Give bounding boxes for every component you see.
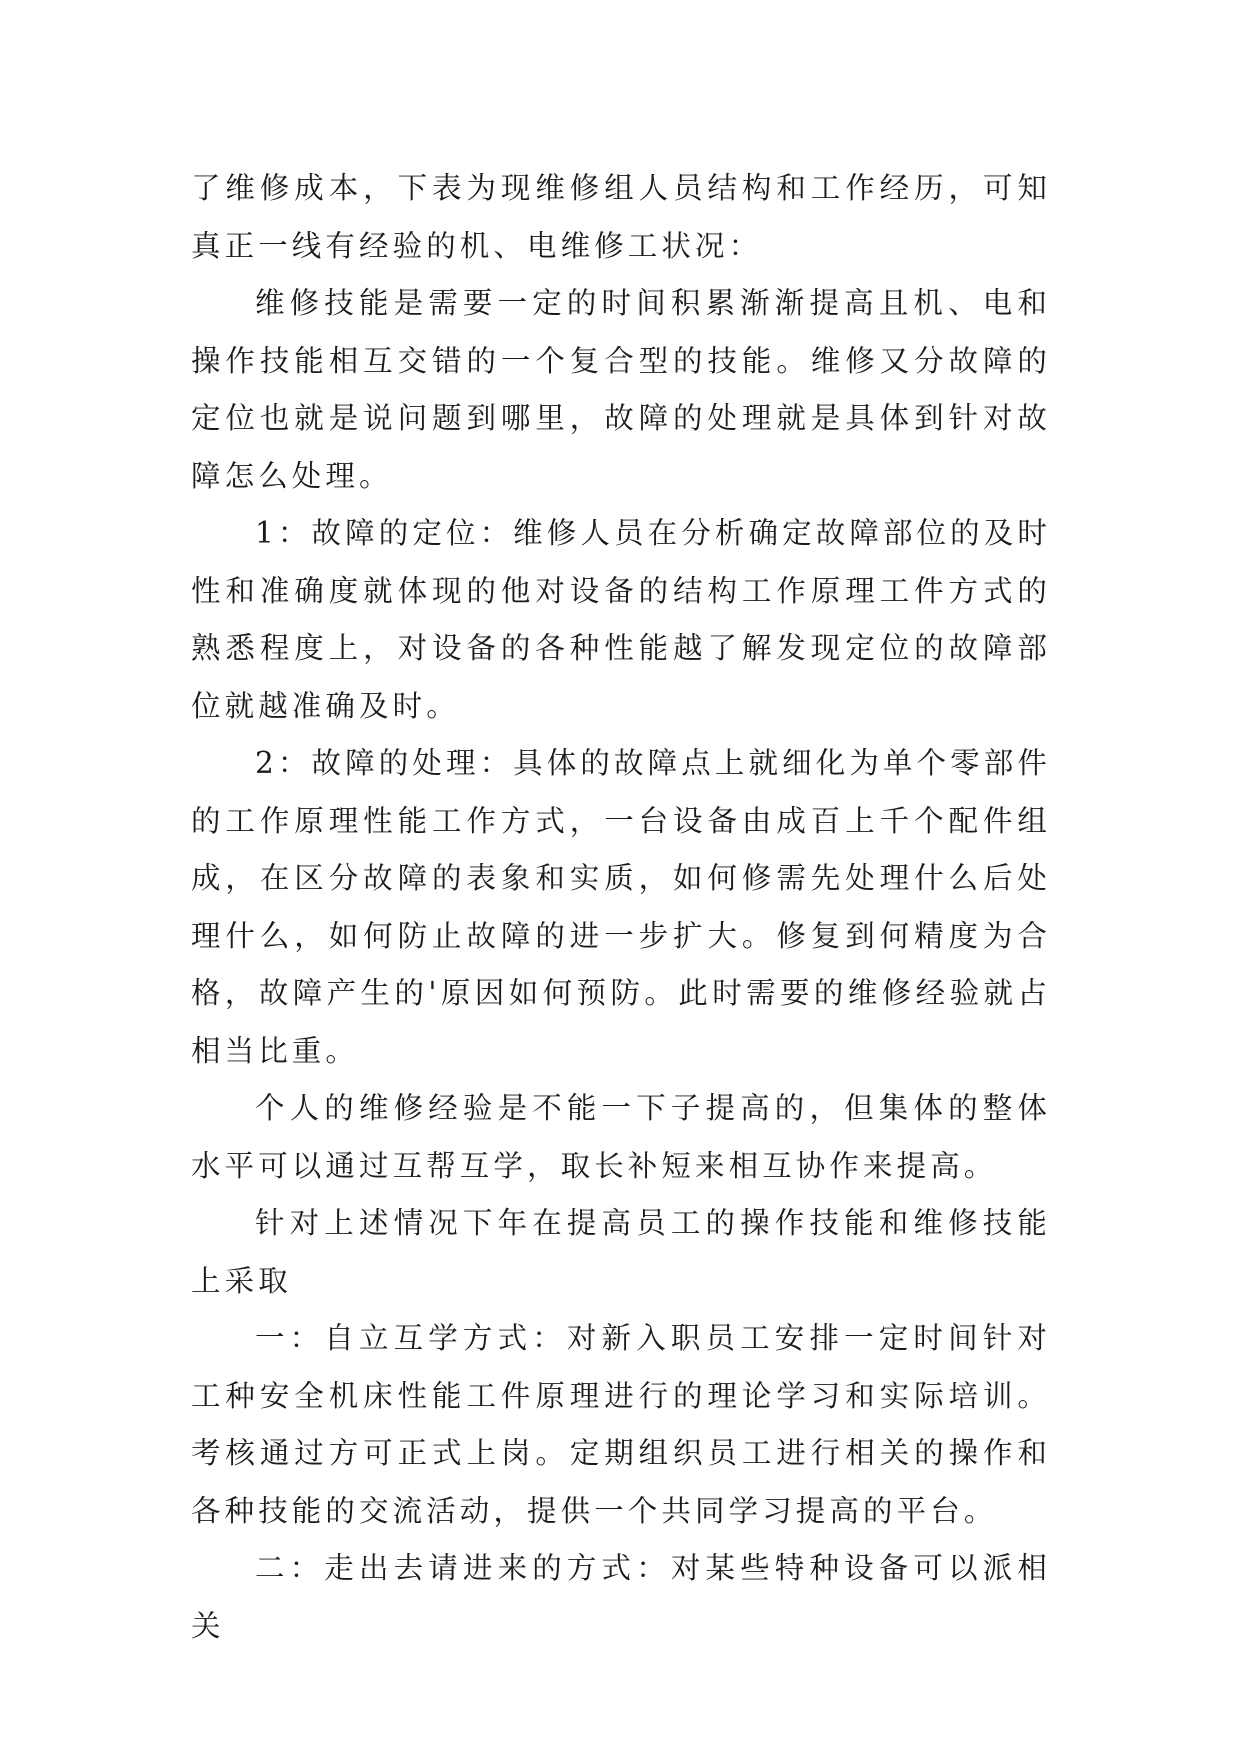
paragraph-measure-two: 二：走出去请进来的方式：对某些特种设备可以派相关 (191, 1551, 1051, 1643)
paragraph-measures-intro: 针对上述情况下年在提高员工的操作技能和维修技能上采取 (191, 1206, 1051, 1298)
paragraph-fault-handling: 2：故障的处理：具体的故障点上就细化为单个零部件的工作原理性能工作方式，一台设备由成百上千个配件组成，在区分故障的表象和实质，如何修需先处理什么后处理什么，如何防止故障的进一步扩大。修复到何精度为合格，故障产生的'原因如何预防。此时需要的维修经验就占相当比重。 (191, 746, 1051, 1068)
paragraph-maintenance-skill: 维修技能是需要一定的时间积累渐渐提高且机、电和操作技能相互交错的一个复合型的技能。维修又分故障的定位也就是说问题到哪里，故障的处理就是具体到针对故障怎么处理。 (191, 286, 1051, 493)
paragraph-personal-experience: 个人的维修经验是不能一下子提高的，但集体的整体水平可以通过互帮互学，取长补短来相互协作来提高。 (191, 1091, 1051, 1183)
document-body (191, 160, 1051, 1655)
paragraph-measure-one: 一：自立互学方式：对新入职员工安排一定时间针对工种安全机床性能工件原理进行的理论学习和实际培训。考核通过方可正式上岗。定期组织员工进行相关的操作和各种技能的交流活动，提供一个共同学习提高的平台。 (191, 1321, 1051, 1528)
paragraph-continuation: 了维修成本，下表为现维修组人员结构和工作经历，可知真正一线有经验的机、电维修工状况： (191, 171, 1051, 263)
paragraph-fault-location: 1：故障的定位：维修人员在分析确定故障部位的及时性和准确度就体现的他对设备的结构工作原理工件方式的熟悉程度上，对设备的各种性能越了解发现定位的故障部位就越准确及时。 (191, 516, 1051, 723)
